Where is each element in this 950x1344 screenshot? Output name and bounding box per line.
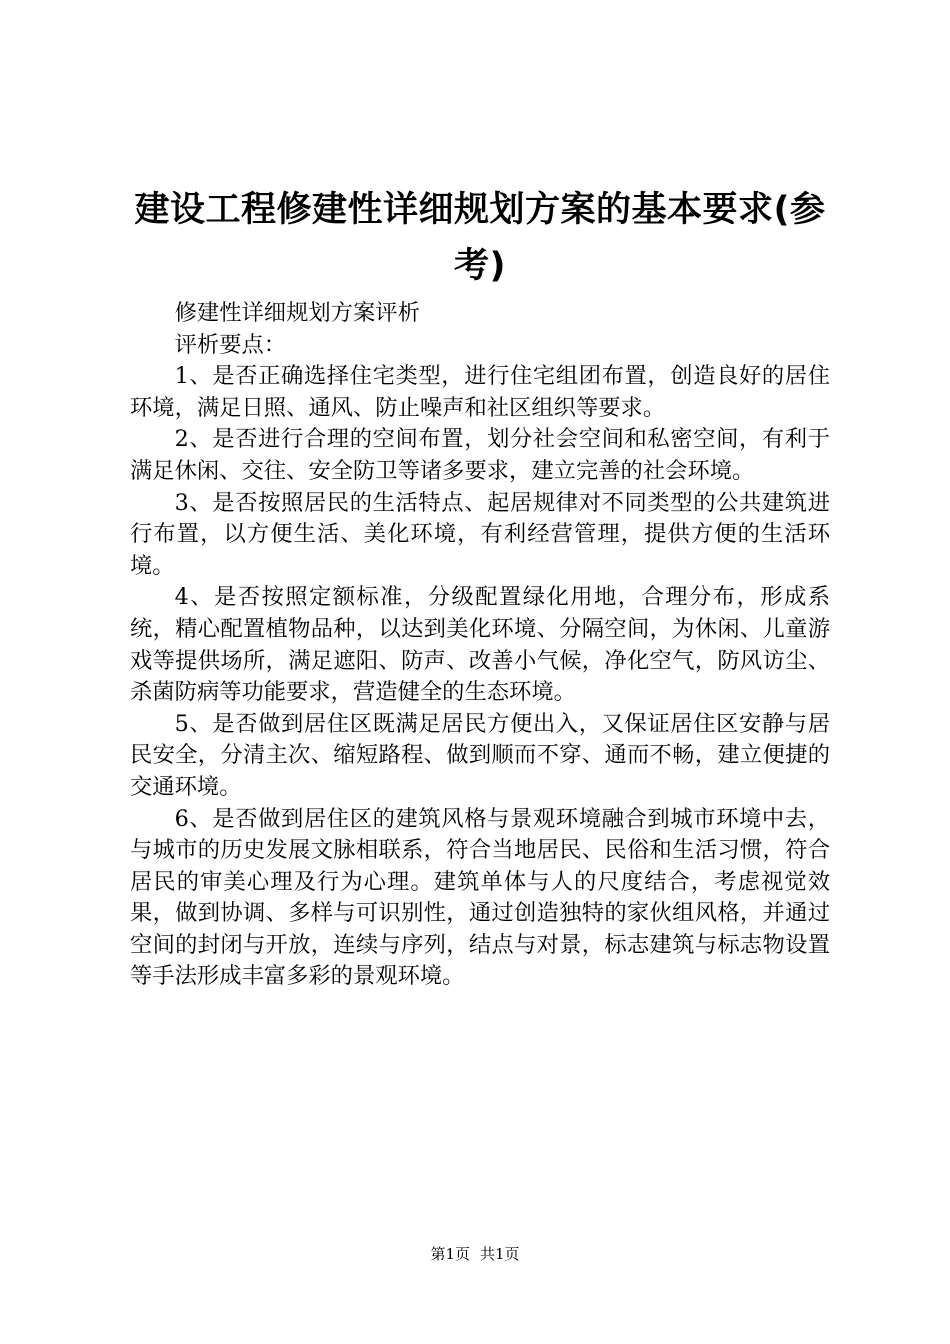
page-number: 第1页 <box>430 1245 470 1263</box>
subheading-key-points: 评析要点： <box>174 331 287 358</box>
paragraph-point-5: 5、是否做到居住区既满足居民方便出入，又保证居住区安静与居民安全，分清主次、缩短路程、做到顺而不穿、通而不畅，建立便捷的交通环境。 <box>130 710 830 800</box>
page-footer <box>0 1244 950 1264</box>
page-total: 共1页 <box>480 1245 520 1263</box>
paragraph-point-4: 4、是否按照定额标准，分级配置绿化用地，合理分布，形成系统，精心配置植物品种，以达到美化环境、分隔空间，为休闲、儿童游戏等提供场所，满足遮阳、防声、改善小气候，净化空气，防风访尘、杀菌防病等功能要求，营造健全的生态环境。 <box>130 584 830 706</box>
paragraph-point-2: 2、是否进行合理的空间布置，划分社会空间和私密空间，有利于满足休闲、交往、安全防卫等诸多要求，建立完善的社会环境。 <box>130 426 830 484</box>
paragraph-point-3: 3、是否按照居民的生活特点、起居规律对不同类型的公共建筑进行布置，以方便生活、美化环境，有利经营管理，提供方便的生活环境。 <box>130 489 830 579</box>
paragraph-point-1: 1、是否正确选择住宅类型，进行住宅组团布置，创造良好的居住环境，满足日照、通风、防止噪声和社区组织等要求。 <box>130 363 830 421</box>
section-heading: 修建性详细规划方案评析 <box>174 300 420 326</box>
document-title: 建设工程修建性详细规划方案的基本要求(参考) <box>134 190 826 286</box>
paragraph-point-6: 6、是否做到居住区的建筑风格与景观环境融合到城市环境中去，与城市的历史发展文脉相联系，符合当地居民、民俗和生活习惯，符合居民的审美心理及行为心理。建筑单体与人的尺度结合，考虑视觉效果，做到协调、多样与可识别性，通过创造独特的家伙组风格，并通过空间的封闭与开放，连续与序列，结点与对景，标志建筑与标志物设置等手法形成丰富多彩的景观环境。 <box>130 805 830 990</box>
document-body <box>130 298 830 993</box>
